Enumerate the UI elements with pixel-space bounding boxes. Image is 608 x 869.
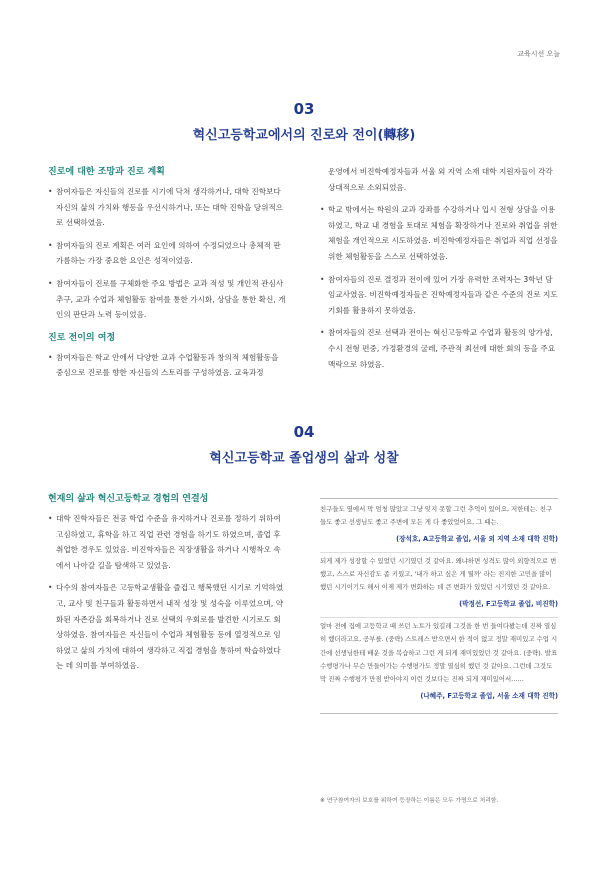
career-transition-list	[48, 350, 286, 381]
section-4-number: 04	[293, 423, 315, 441]
list-item: • 대학 진학자들은 전공 학업 수준을 유지하거나 진로를 정하기 위하여 고심하였고, 휴학을 하고 직업 관련 경험을 하기도 하였으며, 졸업 후 취업한 경우도 있었음. 비진학자들은 직장생활을 하거나 시행착오 속에서 나아갈 길을 탐색하고 있었음.	[48, 511, 286, 573]
list-item: • 참여자들이 진로를 구체화한 주요 방법은 교과 적성 및 개인적 관심사 추구, 교과 수업과 체험활동 참여를 통한 가시화, 상담을 통한 확신, 개인의 판단과 노력 등이었음.	[48, 276, 286, 323]
quote-block	[320, 618, 558, 709]
list-item: • 참여자들의 진로 결정과 전이에 있어 가장 유력한 조력자는 3학년 담임교사였음. 비진학예정자들은 진학예정자들과 같은 수준의 진로 지도 기회를 활용하지 못하였음.	[320, 272, 558, 319]
section-4-title: 혁신고등학교 졸업생의 삶과 성찰	[209, 451, 399, 466]
list-item: • 참여자들은 자신들의 진로를 시기에 닥쳐 생각하거나, 대학 진학보다 자신의 삶의 가치와 행동을 우선시하거나, 또는 대학 진학을 당위적으로 선택하였음.	[48, 184, 286, 231]
career-plan-list	[48, 184, 286, 323]
quote-source: (나혜주, F고등학교 졸업, 서울 소재 대학 진학)	[420, 691, 558, 700]
quote-text: 얼마 전에 집에 고등학교 때 쓰던 노트가 있길래 그것을 한 번 들여다봤는데 진짜 열심히 했더라고요, 공부를. (중략) 스트레스 받으면서 한 적이 없고 정말 재미있고 수업 시간에 선생님한테 배운 것을 복습하고 그런 게 되게 재미있었던 것 같아요. (중략). 발표 수행평가나 무슨 만들어가는 수행평가도 정말 열심히 했던 것 같아요. 그런데 그것도 막 진짜 수행평가 만점 받아야지 이런 것보다는 진짜 되게 재미있어서……	[320, 622, 558, 684]
list-item: • 참여자들의 진로 선택과 전이는 혁신고등학교 수업과 활동의 양가성, 수시 전형 편중, 가정환경의 굴레, 주관적 최선에 대한 회의 등을 주요 맥락으로 하였음.	[320, 325, 558, 372]
current-life-list	[48, 511, 286, 674]
quote-block	[320, 501, 558, 553]
subheading-career-plan: 진로에 대한 조망과 진로 계획	[48, 167, 165, 177]
quote-source: (장석호, A고등학교 졸업, 서울 외 지역 소재 대학 진학)	[396, 534, 558, 543]
section-3-right-column	[320, 164, 558, 379]
footnote: ※ 연구참여자의 보호를 위하여 등장하는 이름은 모두 가명으로 처리함.	[320, 798, 499, 804]
section-3-title: 혁신고등학교에서의 진로와 전이(轉移)	[192, 128, 416, 143]
transition-cont-list	[320, 164, 558, 372]
section-3-left-column	[48, 164, 286, 388]
subheading-current-life: 현재의 삶과 혁신고등학교 경험의 연결성	[48, 494, 209, 504]
list-item: • 학교 밖에서는 학원의 교과 강좌를 수강하거나 입시 전형 상담을 이용하였고, 학교 내 경험을 토대로 체험을 확장하거나 진로와 취업을 위한 체험을 개인적으로 시도하였음. 비진학예정자들은 취업과 직업 선정을 위한 체험활동을 스스로 선택하였음.	[320, 202, 558, 264]
running-header: 교육시선 오늘	[517, 50, 560, 58]
section-3-number: 03	[293, 100, 315, 118]
list-item: • 참여자들은 학교 안에서 다양한 교과 수업활동과 창의적 체험활동을 중심으로 진로를 향한 자신들의 스토리를 구성하였음. 교육과정	[48, 350, 286, 381]
continued-paragraph: 운영에서 비진학예정자들과 서울 외 지역 소재 대학 지원자들이 각각 상대적으로 소외되었음.	[328, 167, 553, 192]
quote-block	[320, 553, 558, 618]
quote-source: (박정선, F고등학교 졸업, 비진학)	[459, 599, 558, 608]
quote-text: 친구들도 옆에서 막 엄청 많았고 그냥 잊지 못할 그런 추억이 있어요, 저한테는. 친구들도 좋고 선생님도 좋고 주변에 모든 게 다 좋았었어요, 그 때는.	[320, 505, 553, 527]
interview-quotes-box	[320, 498, 558, 714]
quote-text: 되게 제가 성장할 수 있었던 시기였던 것 같아요. 왜냐하면 성격도 많이 외향적으로 변했고, 스스로 자신감도 좀 키웠고, '내가 하고 싶은 게 뭘까' 라는 진지한 고민을 많이 했던 시기이기도 해서 이제 제가 변화하는 데 큰 변화가 있었던 시기였던 것 같아요.	[320, 556, 557, 592]
list-item: • 다수의 참여자들은 고등학교생활을 즐겁고 행복했던 시기로 기억하였고, 교사 및 친구들과 활동하면서 내적 성장 및 성숙을 이루었으며, 약화된 자존감을 회복하거나 진로 선택의 우회로를 발견한 시기로도 회상하였음. 참여자들은 자신들이 수업과 체험활동 등에 열정적으로 임하였고 삶의 가치에 대하여 생각하고 직접 경험을 통하여 학습하였다는 데 의미를 부여하였음.	[48, 580, 286, 674]
list-item: • 참여자들의 진로 계획은 여러 요인에 의하여 수정되었으나 총체적 판가름하는 가장 중요한 요인은 성적이었음.	[48, 238, 286, 269]
subheading-career-transition: 진로 전이의 여정	[48, 332, 116, 343]
section-4-left-column	[48, 491, 286, 681]
